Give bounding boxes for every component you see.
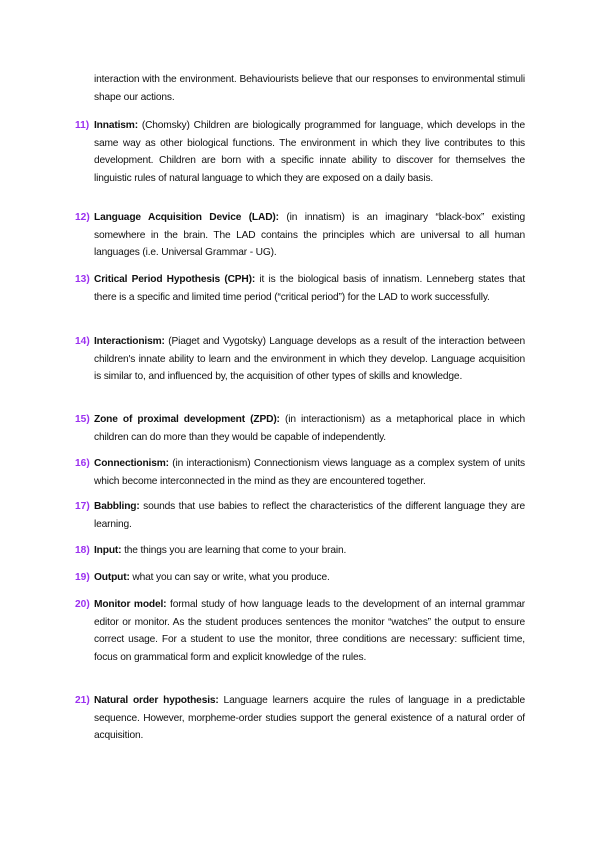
item-term: Critical Period Hypothesis (CPH): (94, 274, 256, 285)
list-item (75, 569, 525, 587)
list-item (75, 692, 525, 745)
item-text: (in interactionism) Connectionism views language as a complex system of units which become interconnected in the mind as they are encountered together. (94, 458, 525, 487)
item-text: sounds that use babies to reflect the characteristics of the different language they are learning. (94, 501, 525, 530)
item-text: what you can say or write, what you produce. (129, 572, 330, 583)
list-item (75, 596, 525, 666)
item-number: 21) (75, 695, 90, 706)
item-number: 19) (75, 572, 90, 583)
item-number: 14) (75, 336, 90, 347)
list-item (75, 209, 525, 262)
item-number: 18) (75, 545, 90, 556)
item-number: 13) (75, 274, 90, 285)
list-item (75, 117, 525, 187)
item-number: 16) (75, 458, 90, 469)
list-item (75, 411, 525, 446)
item-term: Innatism: (94, 120, 138, 131)
item-term: Interactionism: (94, 336, 165, 347)
item-text: formal study of how language leads to the development of an internal grammar editor or monitor. As the student produces sentences the monitor “watches” the output to ensure correct usage. For a student to use the monitor, three conditions are necessary: sufficient time, focus on grammatical form and explicit knowledge of the rules. (94, 599, 526, 663)
item-term: Output: (94, 572, 130, 583)
item-term: Input: (94, 545, 122, 556)
item-text: it is the biological basis of innatism. Lenneberg states that there is a specific and limited time period (“critical period”) for the LAD to work successfully. (94, 274, 525, 303)
intro-paragraph: interaction with the environment. Behaviourists believe that our responses to environmental stimuli shape our actions. (94, 74, 525, 103)
list-item (75, 498, 525, 533)
item-term: Babbling: (94, 501, 140, 512)
item-text: the things you are learning that come to your brain. (121, 545, 347, 556)
item-number: 17) (75, 501, 90, 512)
item-number: 12) (75, 212, 90, 223)
list-item (75, 271, 525, 306)
item-term: Language Acquisition Device (LAD): (94, 212, 279, 223)
item-text: Language learners acquire the rules of language in a predictable sequence. However, morpheme-order studies support the general existence of a natural order of acquisition. (94, 695, 525, 742)
list-item (75, 333, 525, 386)
item-text: (Chomsky) Children are biologically programmed for language, which develops in the same way as other biological functions. The environment in which they live contributes to this development. Children are born with a specific innate ability to discover for themselves the linguistic rules of natural language to which they are exposed on a daily basis. (94, 120, 525, 184)
list-item (75, 542, 525, 560)
item-number: 11) (75, 120, 90, 131)
item-term: Monitor model: (94, 599, 167, 610)
list-item (75, 455, 525, 490)
item-term: Natural order hypothesis: (94, 695, 219, 706)
item-text: (in interactionism) as a metaphorical place in which children can do more than they would be capable of independently. (94, 414, 525, 443)
item-number: 15) (75, 414, 90, 425)
item-term: Connectionism: (94, 458, 169, 469)
item-term: Zone of proximal development (ZPD): (94, 414, 280, 425)
item-number: 20) (75, 599, 90, 610)
item-text: (Piaget and Vygotsky) Language develops as a result of the interaction between children's innate ability to learn and the environment in which they develop. Language acquisition is similar to, and influenced by, the acquisition of other types of skills and knowledge. (94, 336, 525, 383)
item-text: (in innatism) is an imaginary “black-box” existing somewhere in the brain. The LAD contains the principles which are universal to all human languages (i.e. Universal Grammar - UG). (94, 212, 526, 259)
